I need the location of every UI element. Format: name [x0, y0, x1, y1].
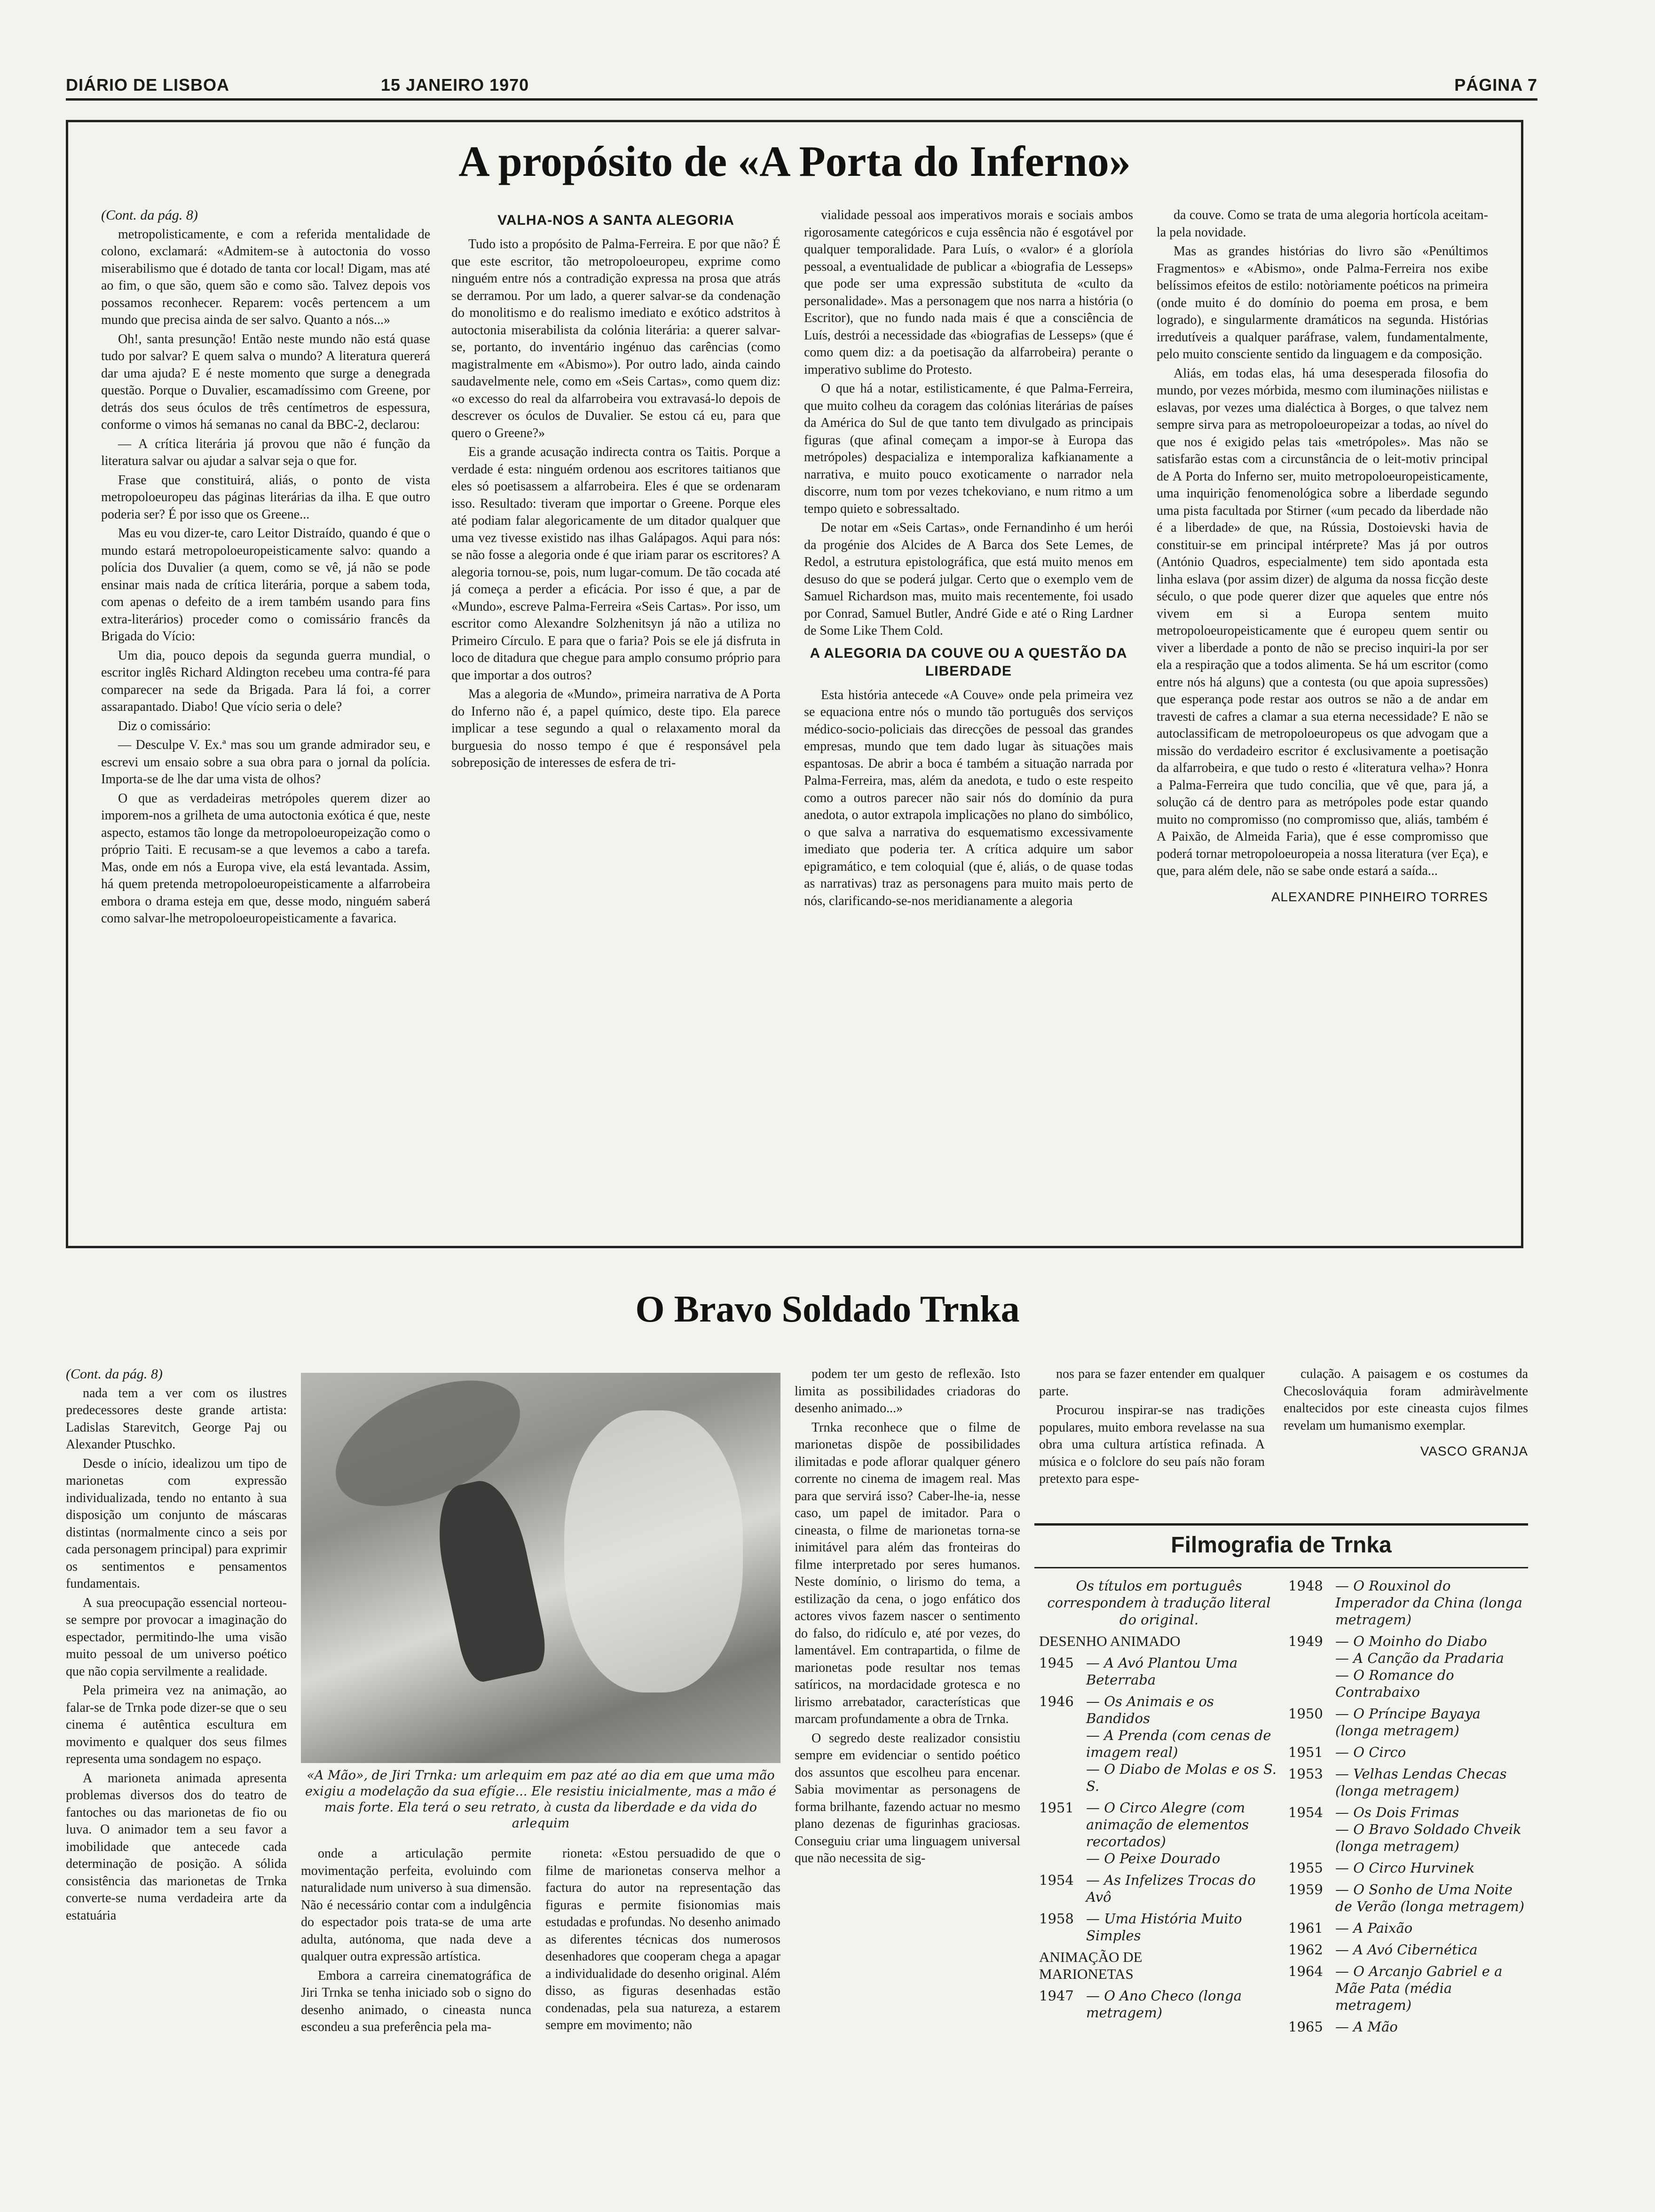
- film-title: — Velhas Lendas Checas (longa metragem): [1335, 1766, 1507, 1799]
- paragraph: O que há a notar, estilisticamente, é que Palma-Ferreira, que muito colheu da coragem das colónias literárias de países da América do Sul de que tanto tem divulgado as principais figuras (que afinal começam a impor-se à Europa das metrópoles) despacializa e intemporaliza kafkianamente a narrativa, e muito pouco exoticamente o narrador nela discorre, num tom por vezes tchekoviano, e num ritmo a um tempo quieto e sobressaltado.: [804, 381, 1133, 516]
- film-entry: [1288, 1633, 1526, 1700]
- paragraph: A marioneta animada apresenta problemas diversos dos do teatro de fantoches ou das marionetas de fio ou luva. O animador tem a seu favor a imobilidade que antecede cada determinação de posição. A sólida consistência das marionetas de Trnka converte-se numa verdadeira arte da estatuária: [66, 1771, 287, 1923]
- film-entry: [1288, 1881, 1526, 1915]
- film-entry: [1039, 1987, 1279, 2021]
- film-entry: [1039, 1799, 1279, 1867]
- paragraph: Mas a alegoria de «Mundo», primeira narrativa de A Porta do Inferno não é, a papel químico, deste tipo. Ela parece implicar a tese segundo a qual o relaxamento moral da burguesia do nosso tempo é que é responsável pela sobreposição de interesses de esfera de tri-: [451, 687, 780, 770]
- film-entry: [1288, 2018, 1526, 2035]
- film-year: 1962: [1288, 1942, 1323, 1958]
- film-year: 1965: [1288, 2019, 1323, 2035]
- trnka-column-6: [1284, 1366, 1528, 1521]
- section-subhead: A ALEGORIA DA COUVE OU A QUESTÃO DA LIBERDADE: [810, 645, 1127, 679]
- film-titles: [1086, 1872, 1279, 1905]
- film-title: — Uma História Muito Simples: [1086, 1911, 1242, 1944]
- paragraph: — A crítica literária já provou que não é função da literatura salvar ou ajudar a salvar seja o que for.: [101, 436, 430, 468]
- continuation-note: (Cont. da pág. 8): [101, 207, 198, 223]
- film-title: — O Moinho do Diabo: [1335, 1633, 1487, 1649]
- film-titles: [1335, 1963, 1526, 2014]
- film-title: — As Infelizes Trocas do Avô: [1086, 1872, 1256, 1905]
- paragraph: O que as verdadeiras metrópoles querem dizer ao imporem-nos a grilheta de uma autoctonia exótica é que, neste aspecto, estamos tão longe da metropoloeuropeização como o próprio Taiti. E recusam-se a que levemos a cabo a tarefa. Mas, onde em nós a Europa vive, ela está levantada. Assim, há quem pretenda metropoloeuropeisticamente a alfarrobeira embora o drama esteja em que, desse modo, ninguém saberá como salvar-lhe metropoloeuropeisticamente a favarica.: [101, 791, 430, 926]
- film-title: — A Prenda (com cenas de imagem real): [1086, 1727, 1271, 1760]
- film-entry: [1288, 1744, 1526, 1761]
- film-title: — O Sonho de Uma Noite de Verão (longa metragem): [1335, 1881, 1525, 1914]
- film-titles: [1335, 1941, 1526, 1958]
- filmography-left-column: [1039, 1577, 1279, 2026]
- article-column-4: [1157, 207, 1488, 1199]
- film-entry: [1288, 1920, 1526, 1936]
- film-entry: [1288, 1859, 1526, 1876]
- film-year: 1951: [1039, 1800, 1074, 1816]
- article-headline: A propósito de «A Porta do Inferno»: [458, 137, 1131, 185]
- column-text: [451, 236, 780, 772]
- film-year: 1950: [1288, 1706, 1323, 1722]
- paragraph: Aliás, em todas elas, há uma desesperada filosofia do mundo, por vezes mórbida, mesmo com iluminações niilistas e eslavas, por vezes uma dialéctica à Borges, o que talvez nem sempre sirva para as metropoloeuropeizar a todas, ao nível do que nos é exigido pelas tais «metrópoles». Mas não se satisfarão estas com a circunstância de o leit-motiv principal de A Porta do Inferno ser, muito metropoloeuropeisticamente, uma inquirição fenomenológica sobre a liberdade segundo uma pista facultada por Stirner («um pecado da liberdade não é a liberdade» de que, na Rússia, Dostoievski havia de constituir-se em principal intérprete? Mas já por outros (António Quadros, especialmente) tem sido apontada esta linha eslava (por assim dizer) de alguma da nossa ficção deste século, o que pode querer dizer que aqueles que entre nós vivem em si a Europa sentem muito metropoloeuropeisticamente que é europeu quem sentir ou viver a liberdade a ponto de não se preciso inquiri-la por ser ela a respiração que a todos alimenta. Se há um escritor (como entre nós há alguns) que a contesta (ou que apoia supressões) que esperança pode restar aos outros se não a de andar em travesti de cafres a clamar a sua eterna necessidade? E não se autoclassificam de metropoloeuropeus os que advogam que a missão do verdadeiro escritor é exclusivamente a poetisação da alfarrobeira, e que tudo o resto é «literatura velha»? Honra a Palma-Ferreira que tudo concilia, que vê que, para já, a solução cá de dentro para as metrópoles pode estar quando muito no compromisso (no compromisso que, aliás, também é A Paixão, de Almeida Faria), que é esse compromisso que poderá tornar metropoloeuropeia a nossa literatura (ver Eça), e que, para além dele, não se sabe onde estará a saída...: [1157, 366, 1488, 878]
- paragraph: Procurou inspirar-se nas tradições populares, muito embora revelasse na sua obra uma cultura artística refinada. A música e o folclore do seu país não foram pretexto para espe-: [1039, 1403, 1265, 1486]
- film-title: — O Ano Checo (longa metragem): [1086, 1988, 1242, 2021]
- film-year: 1955: [1288, 1860, 1323, 1876]
- filmography-title: Filmografia de Trnka: [1034, 1532, 1528, 1568]
- continuation-note: (Cont. da pág. 8): [66, 1366, 163, 1382]
- paragraph: Frase que constituirá, aliás, o ponto de vista metropoloeuropeu das páginas literárias da ilha. E que outro poderia ser? É por isso que os Greene...: [101, 472, 430, 522]
- film-title: — A Avó Cibernética: [1335, 1942, 1478, 1958]
- trnka-column-3: [545, 1845, 780, 2207]
- paragraph: metropolisticamente, e com a referida mentalidade de colono, exclamará: «Admitem-se à autoctonia do vosso miserabilismo que é dotado de tanta cor local! Digam, mas até ao fim, o que são, quem são e como são. Talvez depois vos possamos reconhecer. Reparem: vocês pertencem a um mundo que precisa ainda de ser salvo. Quanto a nós...»: [101, 227, 430, 327]
- photo-background: [564, 1410, 743, 1692]
- column-text: [101, 226, 430, 928]
- film-year: 1964: [1288, 1963, 1323, 1979]
- column-text: [545, 1845, 780, 2034]
- author-signature: VASCO GRANJA: [1420, 1444, 1528, 1458]
- trnka-column-1: [66, 1366, 287, 2207]
- film-year: 1958: [1039, 1911, 1074, 1927]
- author-signature: ALEXANDRE PINHEIRO TORRES: [1271, 889, 1488, 904]
- film-title: — O Diabo de Molas e os S. S.: [1086, 1761, 1277, 1794]
- film-titles: [1086, 1910, 1279, 1944]
- film-titles: [1335, 1744, 1526, 1761]
- column-text: [1039, 1366, 1265, 1488]
- trnka-column-4: [795, 1366, 1020, 2207]
- article-column-1: [101, 207, 430, 1199]
- paragraph: Embora a carreira cinematográfica de Jiri Trnka se tenha iniciado sob o signo do desenho animado, o cineasta nunca escondeu a sua preferência pela ma-: [301, 1968, 531, 2034]
- paragraph: nos para se fazer entender em qualquer parte.: [1039, 1367, 1265, 1399]
- film-year: 1947: [1039, 1988, 1074, 2004]
- photo-a-mao: [301, 1373, 780, 1763]
- film-list: [1039, 1987, 1279, 2021]
- filmography-intro: Os títulos em português correspondem à tradução literal do original.: [1047, 1578, 1271, 1628]
- film-title: — O Bravo Soldado Chveik (longa metragem): [1335, 1821, 1521, 1854]
- film-titles: [1086, 1654, 1279, 1688]
- filmography-box: [1034, 1523, 1528, 2212]
- film-list: [1039, 1654, 1279, 1944]
- film-entry: [1039, 1654, 1279, 1688]
- film-title: — A Canção da Pradaria: [1335, 1650, 1504, 1666]
- paragraph: vialidade pessoal aos imperativos morais e sociais ambos rigorosamente categóricos e cuja essência não é esgotável por qualquer temporalidade. Para Luís, o «valor» é a gloríola pessoal, a eventualidade de publicar a «biografia de Lesseps» que pode ser uma expressão substituta de «culto da personalidade». Mas a personagem que nos narra a história (o Escritor), que no fundo nada mais é que a consciência de Luís, destrói a necessidade das «biografias de Lesseps» (que é como quem diz: a da poetisação da alfarrobeira) perante o imperativo sublime do Protesto.: [804, 208, 1133, 377]
- film-titles: [1086, 1693, 1279, 1795]
- column-text: [301, 1845, 531, 2036]
- paragraph: Pela primeira vez na animação, ao falar-se de Trnka pode dizer-se que o seu cinema é autêntica escultura em movimento e qualquer dos seus filmes representa uma sondagem no espaço.: [66, 1683, 287, 1766]
- paragraph: Um dia, pouco depois da segunda guerra mundial, o escritor inglês Richard Aldington recebeu uma contra-fé para comparecer na sede da Brigada. Para lá foi, a correr assarapantado. Diabo! Que vício seria o dele?: [101, 648, 430, 714]
- film-titles: [1335, 1881, 1526, 1915]
- film-titles: [1335, 1859, 1526, 1876]
- film-title: — O Romance do Contrabaixo: [1335, 1667, 1454, 1700]
- film-entry: [1288, 1804, 1526, 1855]
- category-heading: ANIMAÇÃO DE MARIONETAS: [1039, 1949, 1143, 1982]
- newspaper-name: DIÁRIO DE LISBOA: [66, 75, 230, 94]
- film-titles: [1086, 1799, 1279, 1867]
- film-year: 1945: [1039, 1655, 1074, 1671]
- film-year: 1954: [1039, 1872, 1074, 1888]
- paragraph: onde a articulação permite movimentação perfeita, evoluindo com naturalidade num universo à sua dimensão. Não é necessário contar com a indulgência do espectador pois trata-se de uma arte adulta, autónoma, que nada deve a qualquer outra expressão artística.: [301, 1846, 531, 1964]
- article-column-2: [451, 207, 780, 1199]
- paragraph: O segredo deste realizador consistiu sempre em evidenciar o sentido poético dos assuntos que escolheu para encenar. Sabia movimentar as personagens de forma brilhante, fazendo actuar no mesmo plano dezenas de figurinhas graciosas. Conseguiu criar uma linguagem universal que não necessita de sig-: [795, 1731, 1020, 1866]
- film-title: — Os Animais e os Bandidos: [1086, 1693, 1214, 1726]
- paragraph: culação. A paisagem e os costumes da Checoslováquia foram admiràvelmente enaltecidos por este cineasta cujos filmes revelam um humanismo exemplar.: [1284, 1367, 1528, 1433]
- film-title: — O Circo Alegre (com animação de elementos recortados): [1086, 1800, 1249, 1850]
- masthead-rule: [66, 98, 1537, 101]
- column-text: [795, 1366, 1020, 1867]
- photo-caption: «A Mão», de Jiri Trnka: um arlequim em paz até ao dia em que uma mão exigiu a modelação da sua efígie... Ele resistiu inicialmente, mas a mão é mais forte. Ela terá o seu retrato, à custa da liberdade e da vida do arlequim: [305, 1768, 777, 1831]
- film-titles: [1086, 1987, 1279, 2021]
- film-titles: [1335, 2018, 1526, 2035]
- film-year: 1951: [1288, 1744, 1323, 1760]
- paragraph: da couve. Como se trata de uma alegoria hortícola aceitam-la pela novidade.: [1157, 208, 1488, 240]
- film-entry: [1039, 1872, 1279, 1905]
- film-titles: [1335, 1765, 1526, 1799]
- film-year: 1949: [1288, 1633, 1323, 1649]
- paragraph: Tudo isto a propósito de Palma-Ferreira. E por que não? É que este escritor, tão metropoloeuropeu, exprime como ninguém entre nós a contradição expressa na prosa que atrás se derramou. Por um lado, a querer salvar-se da condenação do monolitismo e do realismo imediato e exótico adstritos à autoctonia miserabilista da colónia literária: a querer salvar-se, portanto, do inventário ingénuo das carências (como magistralmente em «Abismo»). Por outro lado, ainda caindo saudavelmente nele, como em «Seis Cartas», como quem diz: «o excesso do real da alfarrobeira vou extravasá-lo depois de descrever os óculos de Duvalier. Se estou cá eu, para que quero o Greene?»: [451, 237, 780, 441]
- film-titles: [1335, 1920, 1526, 1936]
- paragraph: Desde o início, idealizou um tipo de marionetas com expressão individualizada, tendo no entanto à sua disposição um conjunto de máscaras distintas (normalmente cinco a seis por cada personagem principal) para exprimir os sentimentos e pensamentos fundamentais.: [66, 1456, 287, 1591]
- paragraph: Mas as grandes histórias do livro são «Penúltimos Fragmentos» e «Abismo», onde Palma-Ferreira nos exibe belíssimos efeitos de estilo: notòriamente poéticos na primeira (onde muito é do domínio do poema em prosa, e bem logrado), e singularmente dramáticos na segunda. Histórias irredutíveis a qualquer paráfrase, valem, fundamentalmente, pelo muito consciente sentido da linguagem e da composição.: [1157, 244, 1488, 362]
- paragraph: Diz o comissário:: [118, 718, 211, 733]
- column-text: [804, 687, 1133, 910]
- paragraph: Mas eu vou dizer-te, caro Leitor Distraído, quando é que o mundo estará metropoloeuropeisticamente salvo: quando a polícia dos Duvalier (a quem, como se vê, já não se pode ensinar mais nada de crítica literária, porque a sabem toda, com apenas o defeito de a irem também usando para fins extra-literários) proceder como o comissário francês da Brigada do Vício:: [101, 526, 430, 644]
- film-entry: [1039, 1910, 1279, 1944]
- film-titles: [1335, 1705, 1526, 1739]
- paragraph: Esta história antecede «A Couve» onde pela primeira vez se equaciona entre nós o mundo tão português dos serviços médico-socio-policiais das direcções de pessoal das grandes empresas, mundo que tem dado lugar às situações mais espantosas. De abrir a boca é também a situação narrada por Palma-Ferreira, mas, além da anedota, e tudo o este respeito como a outros parecer não sair nós do domínio da pura anedota, o autor extrapola implicações no plano do simbólico, o que salva a narrativa do esquematismo excessivamente imediato que poderia ter. A crítica adquire um sabor epigramático, e tem coloquial (que é, aliás, o de quase todas as narrativas) traz as personagens para muito mais perto de nós, clarificando-se-nos meridianamente a alegoria: [804, 687, 1133, 908]
- filmography-right-column: [1288, 1577, 1526, 2040]
- film-list: [1288, 1577, 1526, 2035]
- column-text: [1157, 207, 1488, 880]
- film-title: — O Arcanjo Gabriel e a Mãe Pata (média metragem): [1335, 1963, 1503, 2013]
- paragraph: Trnka reconhece que o filme de marionetas dispõe de possibilidades ilimitadas e pode aflorar qualquer género corrente no cinema de imagem real. Mas para que servirá isso? Caber-lhe-ia, nesse caso, um papel de imitador. Para o cineasta, o filme de marionetas torna-se inimitável para além das fronteiras do filme interpretado por seres humanos. Neste domínio, o lirismo do tema, a estilização da cena, o jogo enfático dos actores vivos fazem nascer o sentimento do falso, do ridículo e, até por vezes, do lamentável. Em contrapartida, o filme de marionetas pode resultar nos temas satíricos, na mordacidade grotesca e no lirismo arrebatador, características que marcam profundamente a obra de Trnka.: [795, 1420, 1020, 1726]
- paragraph: nada tem a ver com os ilustres predecessores deste grande artista: Ladislas Starevitch, George Paj ou Alexander Ptuschko.: [66, 1385, 287, 1452]
- section-subhead: VALHA-NOS A SANTA ALEGORIA: [497, 213, 734, 228]
- film-entry: [1288, 1963, 1526, 2014]
- paragraph: Eis a grande acusação indirecta contra os Taitis. Porque a verdade é esta: ninguém ordenou aos escritores taitianos que eles só poetisassem a alfarrobeira. Eles é que se ordenaram isso. Resultado: tiveram que importar o Greene. Porque eles até podiam falar alegoricamente de um ditador qualquer que uma vez tivesse existido nas ilhas Galápagos. Aqui para nós: se não fosse a alegoria onde é que iriam parar os escritores? A alegoria tornou-se, pois, num lugar-comum. De tão cocada até já começa a perder a eficácia. Por isso é que, a par de «Mundo», escreve Palma-Ferreira «Seis Cartas». Por isso, um escritor como Alexandre Solzhenitsyn já não a utiliza no Primeiro Círculo. E para que o faria? Pois se ele já disfruta in loco de ditadura que chegue para amplo consumo próprio para que importar a dos outros?: [451, 445, 780, 683]
- film-title: — A Paixão: [1335, 1920, 1413, 1936]
- film-titles: [1335, 1577, 1526, 1628]
- photo-harlequin-figure: [427, 1474, 551, 1685]
- film-year: 1953: [1288, 1766, 1323, 1782]
- paragraph: podem ter um gesto de reflexão. Isto limita as possibilidades criadoras do desenho animado...»: [795, 1367, 1020, 1416]
- film-title: — O Circo Hurvinek: [1335, 1860, 1475, 1876]
- film-entry: [1288, 1941, 1526, 1958]
- film-title: — O Peixe Dourado: [1086, 1850, 1221, 1866]
- category-heading: DESENHO ANIMADO: [1039, 1633, 1181, 1649]
- film-entry: [1288, 1577, 1526, 1628]
- article-porta-do-inferno: [66, 120, 1523, 1248]
- film-title: — A Mão: [1335, 2019, 1398, 2035]
- film-year: 1946: [1039, 1693, 1074, 1709]
- film-title: — O Príncipe Bayaya (longa metragem): [1335, 1706, 1481, 1739]
- film-title: — A Avó Plantou Uma Beterraba: [1086, 1655, 1238, 1688]
- film-titles: [1335, 1804, 1526, 1855]
- masthead: [66, 71, 1537, 101]
- film-entry: [1288, 1765, 1526, 1799]
- film-year: 1961: [1288, 1920, 1323, 1936]
- film-year: 1948: [1288, 1578, 1323, 1594]
- film-entry: [1288, 1705, 1526, 1739]
- column-text: [1284, 1366, 1528, 1434]
- film-entry: [1039, 1693, 1279, 1795]
- film-title: — Os Dois Frimas: [1335, 1804, 1459, 1820]
- paragraph: Oh!, santa presunção! Então neste mundo não está quase tudo por salvar? E quem salva o mundo? A literatura quererá dar uma ajuda? E é neste momento que surge a denegrada questão. Porque o Duvalier, escamadíssimo com Greene, por detrás dos seus óculos de três centímetros de espessura, conforme o vimos há semanas no canal da BBC-2, declarou:: [101, 331, 430, 432]
- paragraph: — Desculpe V. Ex.ª mas sou um grande admirador seu, e escrevi um ensaio sobre a sua obra para o jornal da polícia. Importa-se de lhe dar uma vista de olhos?: [101, 738, 430, 787]
- page-number: PÁGINA 7: [1454, 75, 1537, 94]
- trnka-column-2: [301, 1845, 531, 2207]
- film-titles: [1335, 1633, 1526, 1700]
- paragraph: De notar em «Seis Cartas», onde Fernandinho é um herói da progénie dos Alcides de A Barca dos Sete Lemes, de Redol, a estrutura epistolográfica, que está muito menos em desuso do que se poderá julgar. Certo que o exemplo vem de Samuel Richardson mas, muito mais recentemente, foi usado por Conrad, Samuel Butler, André Gide e até o Ring Lardner de Some Like Them Cold.: [804, 520, 1133, 638]
- column-text: [66, 1385, 287, 1925]
- issue-date: 15 JANEIRO 1970: [381, 75, 529, 94]
- film-year: 1954: [1288, 1804, 1323, 1820]
- article-body: [101, 207, 1488, 1199]
- paragraph: rioneta: «Estou persuadido de que o filme de marionetas conserva melhor a factura do autor na representação das figuras e permite fisionomias mais estudadas e profundas. No desenho animado as diferentes técnicas dos numerosos desenhadores que cooperam chega a apagar a individualidade do desenho original. Além disso, as figuras desenhadas estão condenadas, pela sua natureza, a estarem sempre em movimento; não: [545, 1846, 780, 2032]
- film-title: — O Circo: [1335, 1744, 1406, 1760]
- paragraph: A sua preocupação essencial norteou-se sempre por provocar a imaginação do espectador, permitindo-lhe uma visão muito pessoal de um universo poético que não copia servilmente a realidade.: [66, 1595, 287, 1679]
- article-headline-trnka: O Bravo Soldado Trnka: [635, 1289, 1020, 1330]
- column-text: [804, 207, 1133, 640]
- film-year: 1959: [1288, 1881, 1323, 1897]
- trnka-column-5: [1039, 1366, 1265, 1521]
- film-title: — O Rouxinol do Imperador da China (longa metragem): [1335, 1578, 1522, 1628]
- article-column-3: [804, 207, 1133, 1199]
